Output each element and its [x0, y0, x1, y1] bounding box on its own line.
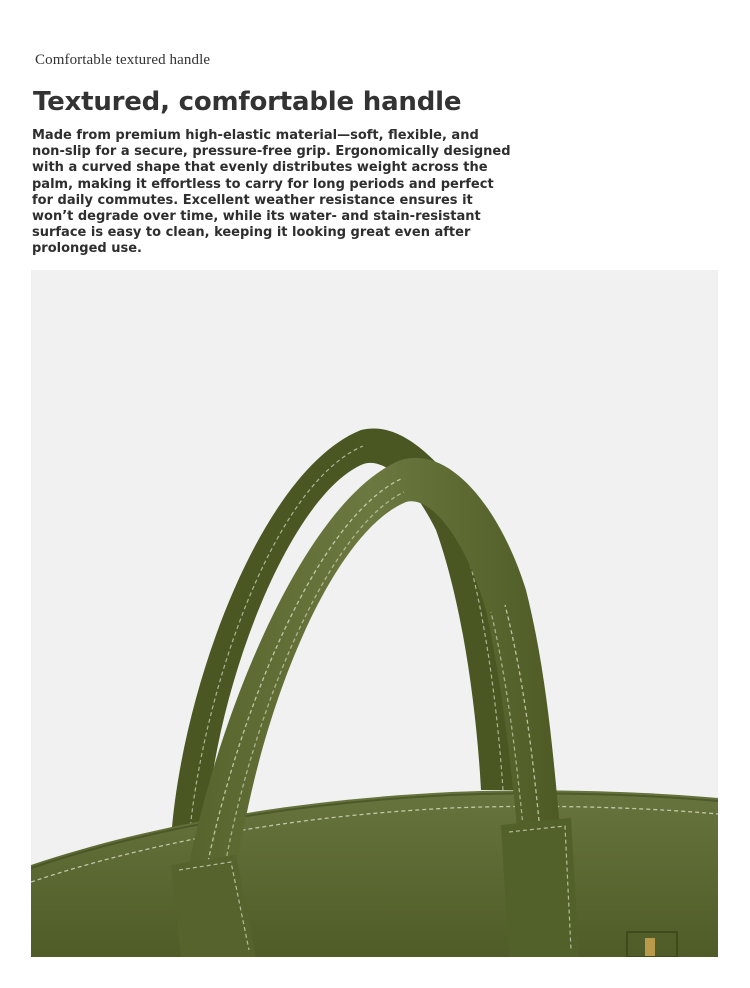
right-handle-tab: [501, 818, 579, 957]
bag-handle-illustration: [31, 270, 718, 957]
feature-title: Textured, comfortable handle: [33, 87, 462, 117]
section-label: Comfortable textured handle: [35, 52, 211, 68]
buckle-detail: [645, 938, 655, 957]
product-photo: [31, 270, 718, 957]
bag-body: [31, 790, 718, 957]
feature-description: Made from premium high-elastic material—soft, flexible, and non-slip for a secure, pressure-free grip. Ergonomically designed with a curved shape that evenly distributes weight across the palm, making it effortless to carry for long periods and perfect for daily commutes. Excellent weather resistance ensures it won’t degrade over time, while its water- and stain-resistant surface is easy to clean, keeping it looking great even after prolonged use.: [32, 128, 511, 257]
